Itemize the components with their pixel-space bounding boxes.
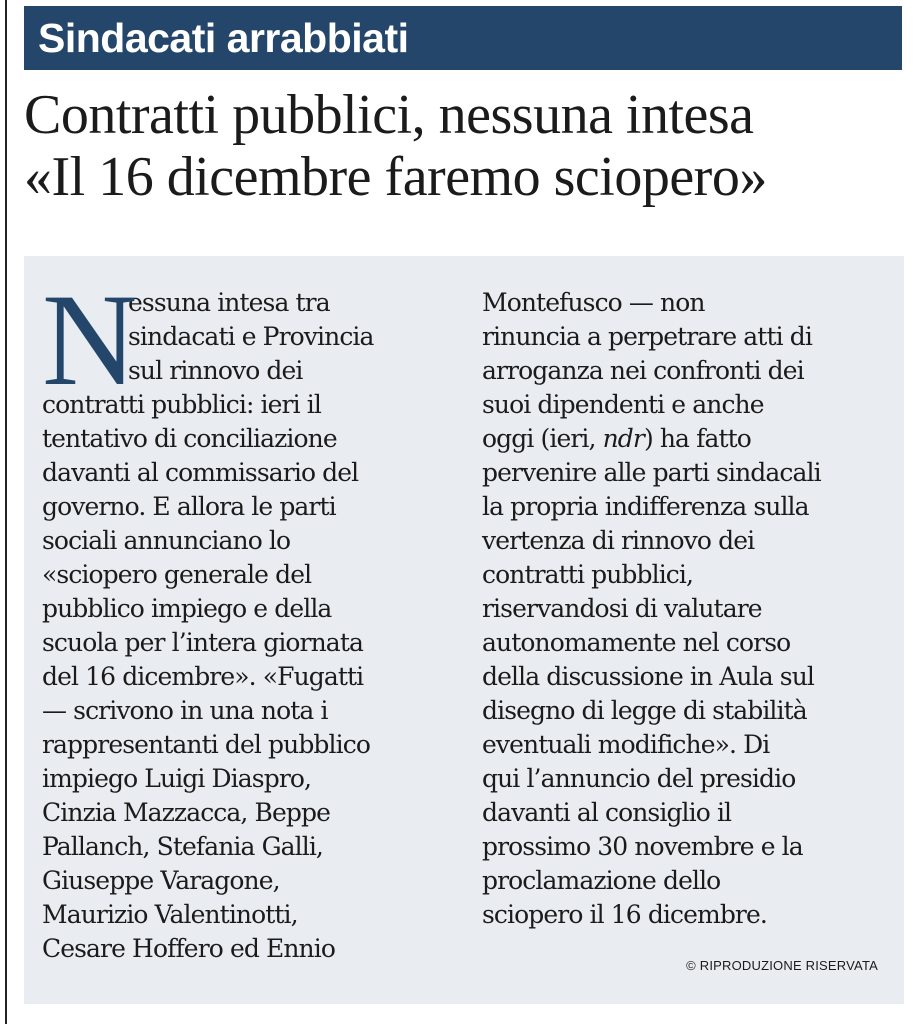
article-line: governo. E allora le parti (42, 492, 336, 521)
article-line: riservandosi di valutare (482, 594, 762, 623)
article-line: sul rinnovo dei (128, 356, 303, 385)
kicker-banner (24, 6, 902, 70)
headline (24, 84, 904, 208)
article-line: qui l’annuncio del presidio (482, 764, 796, 793)
article-line: sindacati e Provincia (128, 322, 374, 351)
article-line: sciopero il 16 dicembre. (482, 900, 767, 929)
article-box (24, 256, 904, 1004)
article-column-right (482, 286, 892, 932)
drop-cap: N (42, 266, 137, 413)
article-line: arroganza nei confronti dei (482, 356, 804, 385)
article-line: pubblico impiego e della (42, 594, 332, 623)
article-line: essuna intesa tra (128, 288, 330, 317)
article-line: oggi (ieri, ndr) ha fatto (482, 424, 751, 453)
article-line: impiego Luigi Diaspro, (42, 764, 312, 793)
headline-line-1: Contratti pubblici, nessuna intesa (24, 84, 754, 146)
article-line: tentativo di conciliazione (42, 424, 337, 453)
article-line: — scrivono in una nota i (42, 696, 328, 725)
article-line: prossimo 30 novembre e la (482, 832, 803, 861)
headline-line-2: «Il 16 dicembre faremo sciopero» (24, 146, 767, 208)
article-line: Cinzia Mazzacca, Beppe (42, 798, 330, 827)
article-line: contratti pubblici, (482, 560, 694, 589)
article-line: contratti pubblici: ieri il (42, 390, 321, 419)
article-line: Cesare Hoffero ed Ennio (42, 934, 335, 963)
article-line: davanti al consiglio il (482, 798, 732, 827)
article-line: disegno di legge di stabilità (482, 696, 807, 725)
kicker-label: Sindacati arrabbiati (38, 14, 409, 61)
article-line: eventuali modifiche». Di (482, 730, 770, 759)
ndr-italic: ndr (602, 424, 644, 453)
article-line: scuola per l’intera giornata (42, 628, 363, 657)
article-line: proclamazione dello (482, 866, 721, 895)
article-line: pervenire alle parti sindacali (482, 458, 821, 487)
article-line: «sciopero generale del (42, 560, 312, 589)
article-line: Pallanch, Stefania Galli, (42, 832, 323, 861)
article-line: Montefusco — non (482, 288, 705, 317)
article-line: vertenza di rinnovo dei (482, 526, 755, 555)
article-line: del 16 dicembre». «Fugatti (42, 662, 364, 691)
article-line: autonomamente nel corso (482, 628, 791, 657)
copyright-notice: © RIPRODUZIONE RISERVATA (686, 958, 878, 973)
article-column-left (42, 266, 452, 966)
article-line: la propria indifferenza sulla (482, 492, 809, 521)
page-left-rule (5, 0, 7, 1024)
article-line: rinuncia a perpetrare atti di (482, 322, 812, 351)
article-line: sociali annunciano lo (42, 526, 291, 555)
article-line: Giuseppe Varagone, (42, 866, 280, 895)
article-line: rappresentanti del pubblico (42, 730, 370, 759)
article-line: Maurizio Valentinotti, (42, 900, 298, 929)
article-line: davanti al commissario del (42, 458, 359, 487)
article-line: della discussione in Aula sul (482, 662, 814, 691)
article-line: suoi dipendenti e anche (482, 390, 764, 419)
